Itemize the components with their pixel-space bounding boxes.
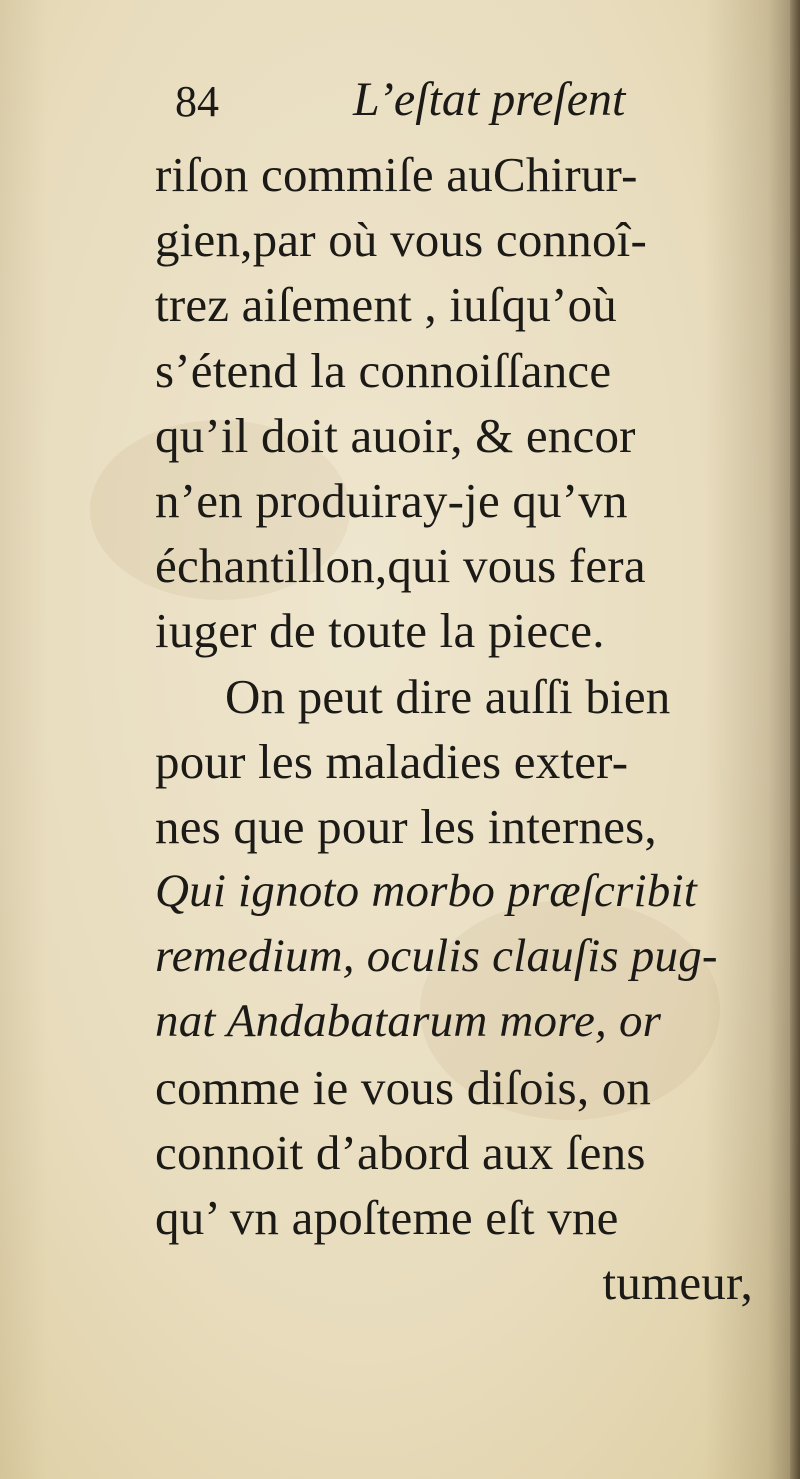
text-line: pour les maladies exter-: [155, 733, 629, 789]
text-line: comme ie vous diſois, on: [155, 1059, 652, 1115]
paragraph-first-line: On peut dire auſſi bien: [225, 668, 671, 724]
catchword: tumeur,: [602, 1255, 753, 1311]
text-line: qu’ vn apoſteme eſt vne: [155, 1190, 619, 1245]
text-line: gien,par où vous connoî-: [155, 212, 647, 268]
text-line: connoit d’abord aux ſens: [155, 1124, 646, 1180]
latin-quote-line: Qui ignoto morbo præſcribit: [155, 865, 698, 918]
text-line: trez aiſement , iuſqu’où: [155, 277, 617, 333]
text-line: qu’il doit auoir, & encor: [155, 407, 636, 463]
page-gutter-shadow: [790, 0, 800, 1479]
latin-quote-line: remedium, oculis clauſis pug-: [155, 930, 718, 983]
text-line: n’en produiray-je qu’vn: [155, 472, 628, 528]
text-line: iuger de toute la piece.: [155, 603, 605, 659]
text-line: nes que pour les internes,: [155, 798, 657, 854]
text-line: riſon commiſe auChirur-: [155, 147, 638, 202]
page-text: [155, 68, 775, 1315]
running-title: L’eſtat preſent: [353, 73, 626, 126]
page-header: [155, 68, 775, 142]
page-number: 84: [175, 77, 219, 126]
text-line: échantillon,qui vous fera: [155, 538, 646, 594]
text-line: s’étend la connoiſſance: [155, 342, 612, 398]
latin-quote-line: nat Andabatarum more, or: [155, 995, 662, 1048]
